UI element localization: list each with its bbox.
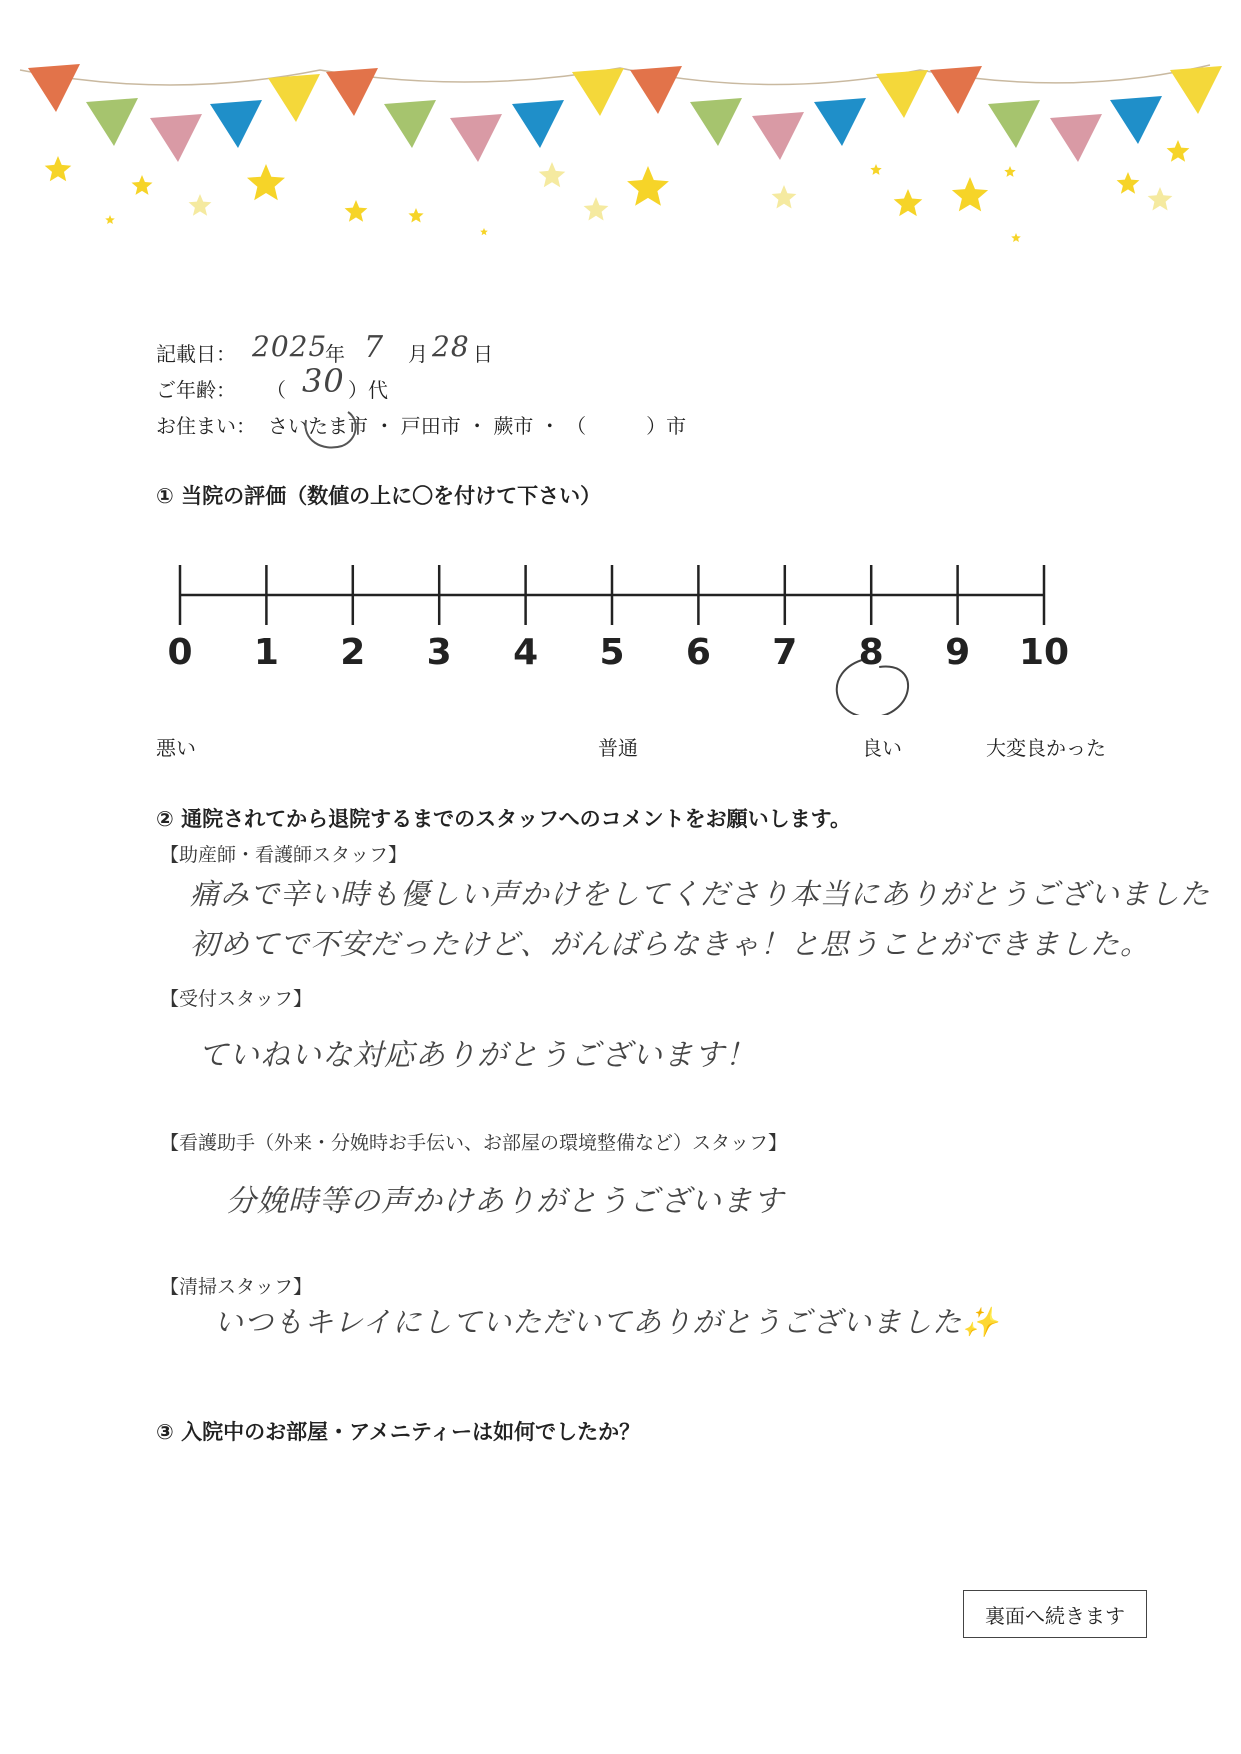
scale-number-9: 9	[945, 632, 971, 673]
star-icon	[952, 177, 988, 211]
assistant-staff-label: 【看護助手（外来・分娩時お手伝い、お部屋の環境整備など）スタッフ】	[160, 1132, 788, 1154]
midwife-staff-label: 【助産師・看護師スタッフ】	[160, 844, 408, 866]
residence-circle-mark	[296, 396, 366, 466]
scale-number-0: 0	[167, 632, 193, 673]
bunting-flag	[876, 70, 928, 118]
section1-title: ① 当院の評価（数値の上に〇を付けて下さい）	[156, 484, 602, 508]
bunting-flag	[210, 100, 262, 148]
bunting-flag	[572, 68, 624, 116]
bunting-flag	[930, 66, 982, 114]
date-day-handwritten: 28	[432, 330, 470, 363]
scale-label-very-good: 大変良かった	[986, 736, 1106, 760]
bunting-flag	[988, 100, 1040, 148]
star-icon	[132, 175, 153, 195]
age-label: ご年齢：	[156, 378, 236, 402]
continue-on-back-box: 裏面へ続きます	[963, 1590, 1147, 1638]
star-icon	[772, 185, 797, 209]
bunting-flag	[1110, 96, 1162, 144]
bunting-flag	[630, 66, 682, 114]
scale-number-2: 2	[340, 632, 366, 673]
scale-number-10: 10	[1018, 632, 1070, 673]
bunting-flag	[86, 98, 138, 146]
scale-number-6: 6	[685, 632, 711, 673]
scale-number-7: 7	[772, 632, 798, 673]
star-icon	[345, 200, 368, 222]
section3-title: ③ 入院中のお部屋・アメニティーは如何でしたか？	[156, 1420, 641, 1444]
midwife-comment-line1: 痛みで辛い時も優しい声かけをしてくださり本当にありがとうございました	[190, 877, 1211, 911]
scale-number-8: 8	[858, 632, 884, 673]
star-icon	[627, 166, 669, 206]
bunting-flag	[450, 114, 502, 162]
scale-number-3: 3	[426, 632, 452, 673]
bunting-flag	[326, 68, 378, 116]
cleaning-staff-label: 【清掃スタッフ】	[160, 1276, 313, 1298]
star-icon	[408, 208, 423, 223]
date-label: 記載日：	[156, 342, 236, 366]
scale-number-5: 5	[599, 632, 625, 673]
star-icon	[1148, 187, 1173, 211]
star-icon	[539, 162, 566, 187]
date-day-unit: 日	[473, 342, 493, 366]
reception-staff-label: 【受付スタッフ】	[160, 988, 313, 1010]
star-icon	[584, 197, 609, 221]
bunting-flag	[150, 114, 202, 162]
bunting-flag	[28, 64, 80, 112]
bunting-flag	[512, 100, 564, 148]
age-open-paren: （	[266, 378, 286, 402]
reception-comment: ていねいな対応ありがとうございます！	[198, 1038, 756, 1073]
section2-title: ② 通院されてから退院するまでのスタッフへのコメントをお願いします。	[156, 807, 851, 831]
date-year-unit: 年	[325, 342, 345, 366]
bunting-flag	[1050, 114, 1102, 162]
bunting-flag	[690, 98, 742, 146]
star-icon	[870, 164, 881, 175]
residence-options: さいたま市 ・ 戸田市 ・ 蕨市 ・ （ ）市	[268, 414, 687, 438]
date-month-handwritten: 7	[364, 330, 385, 365]
cleaning-comment: いつもキレイにしていただいてありがとうございました✨	[214, 1305, 1000, 1339]
star-icon	[1167, 140, 1190, 162]
bunting-flag	[814, 98, 866, 146]
star-icon	[1004, 166, 1015, 177]
scale-number-1: 1	[253, 632, 279, 673]
star-icon	[45, 156, 72, 181]
star-icon	[480, 228, 488, 235]
scale-label-normal: 普通	[598, 736, 638, 760]
star-icon	[894, 189, 923, 216]
star-icon	[105, 215, 115, 224]
age-handwritten: 30	[302, 362, 345, 400]
bunting-decoration	[0, 0, 1241, 260]
bunting-flag	[1170, 66, 1222, 114]
star-icon	[189, 194, 212, 216]
assistant-comment: 分娩時等の声かけありがとうございます	[226, 1184, 784, 1219]
residence-label: お住まい：	[156, 414, 256, 438]
star-icon	[1011, 233, 1021, 242]
bunting-flag	[384, 100, 436, 148]
scale-label-good: 良い	[862, 736, 902, 760]
scale-label-bad: 悪い	[156, 736, 196, 760]
star-icon	[247, 164, 285, 200]
midwife-comment-line2: 初めてで不安だったけど、がんばらなきゃ！と思うことができました。	[190, 927, 1151, 961]
date-year-handwritten: 2025	[252, 330, 328, 363]
date-month-unit: 月	[408, 342, 428, 366]
bunting-flag	[268, 74, 320, 122]
star-icon	[1117, 172, 1140, 194]
bunting-flag	[752, 112, 804, 160]
age-close-paren: ）代	[348, 378, 388, 402]
scale-number-4: 4	[513, 632, 539, 673]
